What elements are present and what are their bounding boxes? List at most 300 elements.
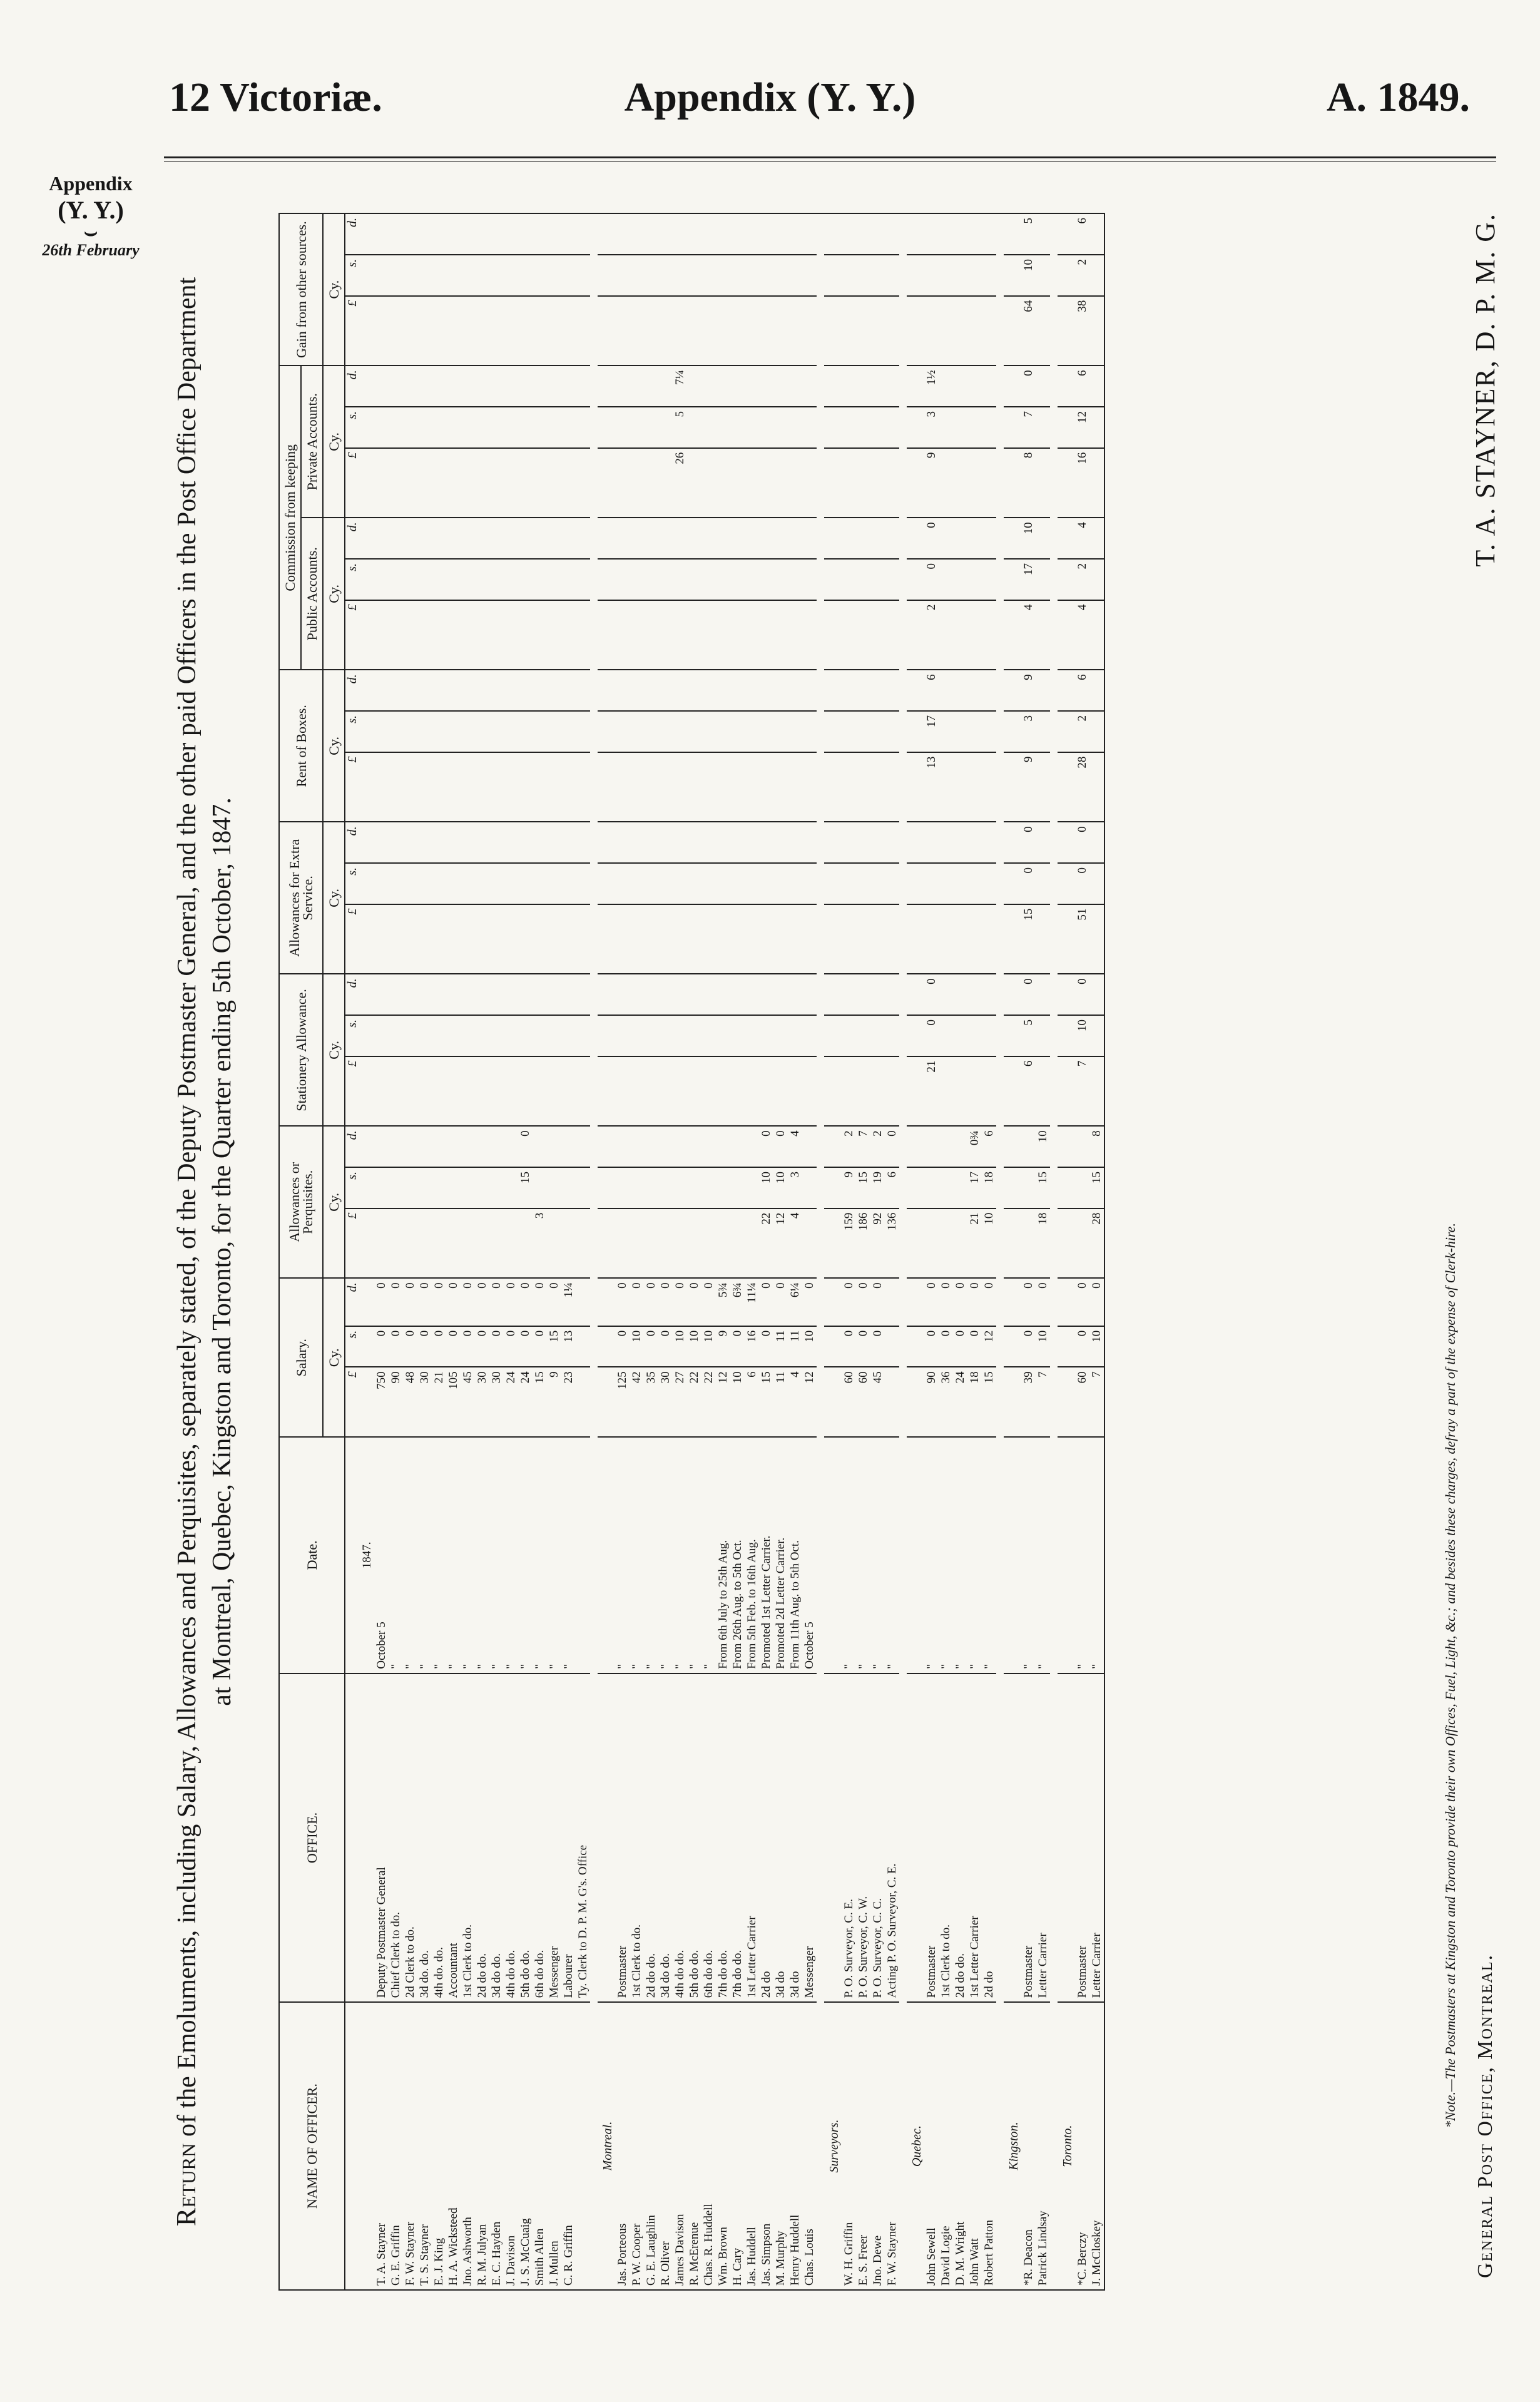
empty-cell bbox=[598, 1437, 615, 1674]
officer-name: F. W. Stayner bbox=[885, 2002, 899, 2290]
empty-cell bbox=[360, 407, 374, 448]
sta-cell bbox=[374, 974, 389, 1015]
empty-cell bbox=[1058, 213, 1075, 255]
sta-cell bbox=[1036, 1015, 1050, 1056]
date-cell: From 5th Feb. to 16th Aug. bbox=[745, 1437, 759, 1674]
gain-cell bbox=[475, 213, 489, 255]
date-cell: " bbox=[475, 1437, 489, 1674]
sta-cell bbox=[475, 1015, 489, 1056]
alw-cell bbox=[461, 1209, 475, 1279]
date-cell: " bbox=[701, 1437, 716, 1674]
prv-cell bbox=[504, 365, 518, 407]
box-cell bbox=[518, 711, 533, 752]
gain-cell bbox=[547, 213, 561, 255]
prv-cell bbox=[630, 365, 644, 407]
table-row bbox=[432, 213, 446, 2290]
sal-cell: 0 bbox=[953, 1278, 967, 1326]
officer-name: J. McCloskey bbox=[1089, 2002, 1104, 2290]
sta-cell bbox=[615, 1056, 630, 1127]
ext-cell bbox=[475, 822, 489, 863]
pub-cell bbox=[658, 600, 673, 670]
box-cell bbox=[967, 670, 982, 711]
alw-cell: 28 bbox=[1089, 1209, 1104, 1279]
empty-cell bbox=[824, 255, 842, 296]
empty-cell bbox=[1004, 863, 1021, 904]
unit-row bbox=[345, 213, 360, 2290]
empty-cell bbox=[1058, 904, 1075, 974]
prv-cell bbox=[716, 407, 730, 448]
pub-cell bbox=[802, 600, 817, 670]
prv-cell bbox=[788, 365, 802, 407]
empty-cell bbox=[598, 752, 615, 822]
sal-cell: 30 bbox=[658, 1367, 673, 1437]
box-cell bbox=[533, 711, 547, 752]
gain-cell bbox=[658, 213, 673, 255]
ext-cell bbox=[518, 863, 533, 904]
sta-cell bbox=[615, 1015, 630, 1056]
gain-cell bbox=[1036, 255, 1050, 296]
sal-cell: 0 bbox=[658, 1278, 673, 1326]
sal-cell: 0 bbox=[870, 1326, 885, 1367]
date-cell: From 11th Aug. to 5th Oct. bbox=[788, 1437, 802, 1674]
ext-cell bbox=[885, 904, 899, 974]
sta-cell bbox=[615, 974, 630, 1015]
gain-cell bbox=[802, 213, 817, 255]
sta-cell bbox=[885, 1015, 899, 1056]
gain-cell bbox=[389, 296, 403, 366]
prv-cell bbox=[842, 407, 856, 448]
table-row bbox=[547, 213, 561, 2290]
prv-cell bbox=[389, 365, 403, 407]
date-cell: " bbox=[561, 1437, 576, 1674]
margin-note-date: 26th February bbox=[42, 241, 140, 259]
empty-cell bbox=[907, 448, 924, 518]
box-cell bbox=[461, 711, 475, 752]
office-title: 1st Clerk to do. bbox=[461, 1674, 475, 2002]
alw-cell bbox=[630, 1126, 644, 1167]
ext-cell bbox=[802, 822, 817, 863]
office-title: 2d Clerk to do. bbox=[403, 1674, 417, 2002]
sal-cell: 36 bbox=[939, 1367, 953, 1437]
sta-cell bbox=[533, 1015, 547, 1056]
prv-cell bbox=[802, 448, 817, 518]
date-cell: " bbox=[982, 1437, 996, 1674]
alw-cell: 6 bbox=[982, 1126, 996, 1167]
prv-cell bbox=[939, 448, 953, 518]
pub-cell: 4 bbox=[1021, 600, 1036, 670]
alw-cell: 18 bbox=[1036, 1209, 1050, 1279]
sal-cell: 0 bbox=[489, 1326, 504, 1367]
sal-cell: 0 bbox=[967, 1326, 982, 1367]
sta-cell bbox=[446, 974, 461, 1015]
empty-cell bbox=[907, 863, 924, 904]
pub-cell bbox=[716, 518, 730, 559]
office-title: 5th do do. bbox=[687, 1674, 701, 2002]
pub-cell bbox=[504, 518, 518, 559]
pub-cell bbox=[446, 559, 461, 600]
date-cell: " bbox=[615, 1437, 630, 1674]
alw-cell bbox=[644, 1209, 658, 1279]
col-header-stationery: Stationery Allowance. bbox=[279, 974, 323, 1126]
pub-cell bbox=[504, 600, 518, 670]
ext-cell bbox=[561, 904, 576, 974]
box-cell bbox=[982, 752, 996, 822]
sal-cell: 90 bbox=[389, 1367, 403, 1437]
gain-cell bbox=[432, 255, 446, 296]
prv-cell bbox=[432, 407, 446, 448]
sta-cell bbox=[630, 974, 644, 1015]
box-cell bbox=[547, 670, 561, 711]
sta-cell: 0 bbox=[1021, 974, 1036, 1015]
box-cell bbox=[953, 711, 967, 752]
alw-cell bbox=[432, 1126, 446, 1167]
alw-cell bbox=[716, 1209, 730, 1279]
date-cell: Promoted 2d Letter Carrier. bbox=[773, 1437, 788, 1674]
box-cell bbox=[446, 670, 461, 711]
alw-cell bbox=[658, 1209, 673, 1279]
prv-cell bbox=[658, 407, 673, 448]
ext-cell bbox=[870, 822, 885, 863]
alw-cell bbox=[716, 1167, 730, 1209]
gain-cell bbox=[773, 296, 788, 366]
ext-cell bbox=[745, 822, 759, 863]
sta-cell bbox=[967, 1015, 982, 1056]
box-cell bbox=[576, 752, 590, 822]
sal-cell: 0 bbox=[687, 1278, 701, 1326]
empty-cell bbox=[1058, 600, 1075, 670]
box-cell bbox=[687, 670, 701, 711]
empty-cell bbox=[360, 1674, 374, 2002]
ext-cell bbox=[924, 904, 939, 974]
alw-cell bbox=[673, 1126, 687, 1167]
prv-cell bbox=[856, 365, 870, 407]
pub-cell bbox=[389, 600, 403, 670]
sal-cell: 15 bbox=[533, 1367, 547, 1437]
sta-cell: 0 bbox=[1075, 974, 1089, 1015]
alw-cell bbox=[389, 1167, 403, 1209]
gain-cell bbox=[432, 213, 446, 255]
sta-cell bbox=[759, 1015, 773, 1056]
prv-cell bbox=[446, 448, 461, 518]
header-rule-thin bbox=[164, 161, 1496, 162]
gain-cell bbox=[842, 296, 856, 366]
sta-cell bbox=[374, 1056, 389, 1127]
prv-cell bbox=[417, 448, 432, 518]
gain-cell bbox=[939, 255, 953, 296]
unit-label: £ bbox=[345, 752, 360, 822]
sta-cell bbox=[939, 1056, 953, 1127]
box-cell bbox=[939, 752, 953, 822]
gain-cell bbox=[403, 213, 417, 255]
empty-cell bbox=[360, 1278, 374, 1326]
prv-cell bbox=[461, 448, 475, 518]
alw-cell: 15 bbox=[856, 1167, 870, 1209]
prv-cell bbox=[967, 407, 982, 448]
office-title: Ty. Clerk to D. P. M. G's. Office bbox=[576, 1674, 590, 2002]
ext-cell bbox=[461, 904, 475, 974]
box-cell bbox=[856, 670, 870, 711]
box-cell bbox=[461, 670, 475, 711]
sta-cell bbox=[446, 1015, 461, 1056]
prv-cell bbox=[533, 407, 547, 448]
ext-cell bbox=[885, 822, 899, 863]
sta-cell bbox=[687, 1056, 701, 1127]
box-cell bbox=[644, 752, 658, 822]
empty-cell bbox=[907, 974, 924, 1015]
sta-cell bbox=[417, 1015, 432, 1056]
gain-cell: 2 bbox=[1075, 255, 1089, 296]
unit-label: d. bbox=[345, 518, 360, 559]
gain-cell bbox=[475, 255, 489, 296]
pub-cell bbox=[967, 600, 982, 670]
empty-cell bbox=[598, 518, 615, 559]
prv-cell bbox=[446, 365, 461, 407]
ext-cell bbox=[924, 863, 939, 904]
box-cell bbox=[615, 752, 630, 822]
alw-cell bbox=[461, 1167, 475, 1209]
pub-cell bbox=[475, 518, 489, 559]
empty-cell bbox=[899, 213, 907, 2290]
prv-cell bbox=[504, 448, 518, 518]
empty-cell bbox=[1058, 822, 1075, 863]
gain-cell bbox=[924, 255, 939, 296]
ext-cell bbox=[842, 822, 856, 863]
ext-cell bbox=[759, 822, 773, 863]
empty-cell bbox=[360, 600, 374, 670]
empty-cell bbox=[907, 518, 924, 559]
box-cell bbox=[716, 711, 730, 752]
sal-cell: 0 bbox=[673, 1278, 687, 1326]
ext-cell bbox=[630, 822, 644, 863]
sta-cell bbox=[518, 974, 533, 1015]
pub-cell bbox=[417, 518, 432, 559]
box-cell bbox=[939, 711, 953, 752]
empty-cell bbox=[824, 559, 842, 600]
officer-name: Chas. Louis bbox=[802, 2002, 817, 2290]
ext-cell bbox=[644, 822, 658, 863]
ext-cell bbox=[417, 822, 432, 863]
officer-name: D. M. Wright bbox=[953, 2002, 967, 2290]
table-row bbox=[885, 213, 899, 2290]
sal-cell: 0 bbox=[644, 1326, 658, 1367]
sal-cell: 10 bbox=[1089, 1326, 1104, 1367]
empty-cell bbox=[824, 1278, 842, 1326]
empty-cell bbox=[907, 1437, 924, 1674]
ext-cell bbox=[1089, 904, 1104, 974]
sal-cell: 0 bbox=[374, 1326, 389, 1367]
sal-cell: 60 bbox=[856, 1367, 870, 1437]
sal-cell: 0 bbox=[842, 1278, 856, 1326]
empty-cell bbox=[598, 1367, 615, 1437]
box-cell bbox=[870, 711, 885, 752]
pub-cell bbox=[403, 518, 417, 559]
ext-cell bbox=[701, 822, 716, 863]
pub-cell bbox=[745, 518, 759, 559]
table-row bbox=[745, 213, 759, 2290]
sta-cell: 21 bbox=[924, 1056, 939, 1127]
empty-cell bbox=[1004, 904, 1021, 974]
box-cell bbox=[730, 752, 745, 822]
office-title: 2d do do. bbox=[475, 1674, 489, 2002]
gain-cell bbox=[576, 213, 590, 255]
gain-cell bbox=[374, 296, 389, 366]
unit-label: £ bbox=[345, 448, 360, 518]
sal-cell bbox=[576, 1326, 590, 1367]
box-cell bbox=[644, 711, 658, 752]
unit-label: s. bbox=[345, 1326, 360, 1367]
prv-cell bbox=[788, 448, 802, 518]
pub-cell bbox=[615, 600, 630, 670]
alw-cell bbox=[644, 1126, 658, 1167]
prv-cell: 8 bbox=[1021, 448, 1036, 518]
alw-cell bbox=[461, 1126, 475, 1167]
ext-cell bbox=[773, 904, 788, 974]
gain-cell bbox=[561, 255, 576, 296]
empty-cell bbox=[824, 1437, 842, 1674]
sal-cell: 60 bbox=[842, 1367, 856, 1437]
gain-cell bbox=[701, 213, 716, 255]
alw-cell bbox=[615, 1167, 630, 1209]
box-cell bbox=[885, 752, 899, 822]
sal-cell: 10 bbox=[1036, 1326, 1050, 1367]
alw-cell bbox=[561, 1167, 576, 1209]
empty-cell bbox=[824, 1209, 842, 1279]
sal-cell: 0 bbox=[1075, 1326, 1089, 1367]
sal-cell: 21 bbox=[432, 1367, 446, 1437]
table-row bbox=[374, 213, 389, 2290]
empty-cell bbox=[598, 1674, 615, 2002]
sta-cell bbox=[1089, 1056, 1104, 1127]
sal-cell: 60 bbox=[1075, 1367, 1089, 1437]
empty-cell bbox=[1004, 1437, 1021, 1674]
box-cell bbox=[870, 752, 885, 822]
box-cell bbox=[885, 670, 899, 711]
section-heading-row bbox=[824, 213, 842, 2290]
table-row bbox=[389, 213, 403, 2290]
gain-cell: 10 bbox=[1021, 255, 1036, 296]
office-title: 4th do. do. bbox=[432, 1674, 446, 2002]
date-cell: " bbox=[432, 1437, 446, 1674]
alw-cell bbox=[673, 1167, 687, 1209]
alw-cell bbox=[802, 1209, 817, 1279]
box-cell bbox=[658, 711, 673, 752]
sal-cell: 0 bbox=[518, 1326, 533, 1367]
officer-name: Chas. R. Huddell bbox=[701, 2002, 716, 2290]
ext-cell bbox=[730, 904, 745, 974]
pub-cell bbox=[953, 518, 967, 559]
date-cell: " bbox=[446, 1437, 461, 1674]
sta-cell bbox=[802, 974, 817, 1015]
alw-cell bbox=[432, 1167, 446, 1209]
sta-cell bbox=[745, 974, 759, 1015]
ext-cell: 0 bbox=[1075, 863, 1089, 904]
officer-name: E. C. Hayden bbox=[489, 2002, 504, 2290]
prv-cell bbox=[615, 365, 630, 407]
box-cell bbox=[982, 711, 996, 752]
pub-cell bbox=[475, 600, 489, 670]
pub-cell bbox=[374, 600, 389, 670]
gain-cell bbox=[615, 255, 630, 296]
box-cell bbox=[730, 711, 745, 752]
sal-cell: 0 bbox=[489, 1278, 504, 1326]
alw-cell bbox=[630, 1209, 644, 1279]
sta-cell bbox=[389, 1056, 403, 1127]
gain-cell bbox=[802, 255, 817, 296]
pub-cell bbox=[967, 518, 982, 559]
ext-cell bbox=[475, 904, 489, 974]
ext-cell bbox=[576, 822, 590, 863]
prv-cell bbox=[658, 365, 673, 407]
table-row bbox=[802, 213, 817, 2290]
office-title: 3d do bbox=[788, 1674, 802, 2002]
box-cell bbox=[802, 711, 817, 752]
prv-cell bbox=[773, 365, 788, 407]
pub-cell bbox=[856, 518, 870, 559]
office-title: Postmaster bbox=[924, 1674, 939, 2002]
prv-cell bbox=[475, 448, 489, 518]
sal-cell: 0 bbox=[615, 1278, 630, 1326]
ext-cell bbox=[701, 904, 716, 974]
office-title: 1st Letter Carrier bbox=[967, 1674, 982, 2002]
pub-cell bbox=[461, 600, 475, 670]
gain-cell bbox=[533, 213, 547, 255]
ext-cell bbox=[389, 822, 403, 863]
box-cell bbox=[856, 752, 870, 822]
sal-cell: 42 bbox=[630, 1367, 644, 1437]
ext-cell bbox=[417, 904, 432, 974]
ext-cell bbox=[967, 822, 982, 863]
ext-cell bbox=[1036, 863, 1050, 904]
gain-cell bbox=[403, 255, 417, 296]
empty-cell bbox=[360, 518, 374, 559]
officer-name: E. J. King bbox=[432, 2002, 446, 2290]
table-row bbox=[461, 213, 475, 2290]
empty-cell bbox=[1004, 559, 1021, 600]
ext-cell bbox=[701, 863, 716, 904]
pub-cell bbox=[374, 518, 389, 559]
box-cell bbox=[1089, 752, 1104, 822]
date-cell: From 6th July to 25th Aug. bbox=[716, 1437, 730, 1674]
sal-cell: 0 bbox=[417, 1326, 432, 1367]
officer-name: Wm. Brown bbox=[716, 2002, 730, 2290]
box-cell bbox=[432, 670, 446, 711]
sal-cell: 0 bbox=[389, 1326, 403, 1367]
col-header-boxes: Rent of Boxes. bbox=[279, 670, 323, 822]
officer-name: H. Cary bbox=[730, 2002, 745, 2290]
gain-cell: 5 bbox=[1021, 213, 1036, 255]
table-row bbox=[518, 213, 533, 2290]
ext-cell bbox=[745, 863, 759, 904]
gain-cell bbox=[446, 296, 461, 366]
sta-cell bbox=[687, 1015, 701, 1056]
sta-cell bbox=[644, 1056, 658, 1127]
pub-cell bbox=[856, 559, 870, 600]
sal-cell: 0 bbox=[389, 1278, 403, 1326]
gain-cell bbox=[773, 213, 788, 255]
box-cell bbox=[658, 670, 673, 711]
table-row bbox=[417, 213, 432, 2290]
empty-cell bbox=[824, 296, 842, 366]
gain-cell bbox=[885, 296, 899, 366]
alw-cell bbox=[561, 1126, 576, 1167]
empty-cell bbox=[1004, 448, 1021, 518]
officer-name: David Logie bbox=[939, 2002, 953, 2290]
box-cell bbox=[759, 670, 773, 711]
office-title: P. O. Surveyor, C. E. bbox=[842, 1674, 856, 2002]
sta-cell bbox=[730, 1015, 745, 1056]
ext-cell bbox=[687, 904, 701, 974]
prv-cell bbox=[576, 365, 590, 407]
